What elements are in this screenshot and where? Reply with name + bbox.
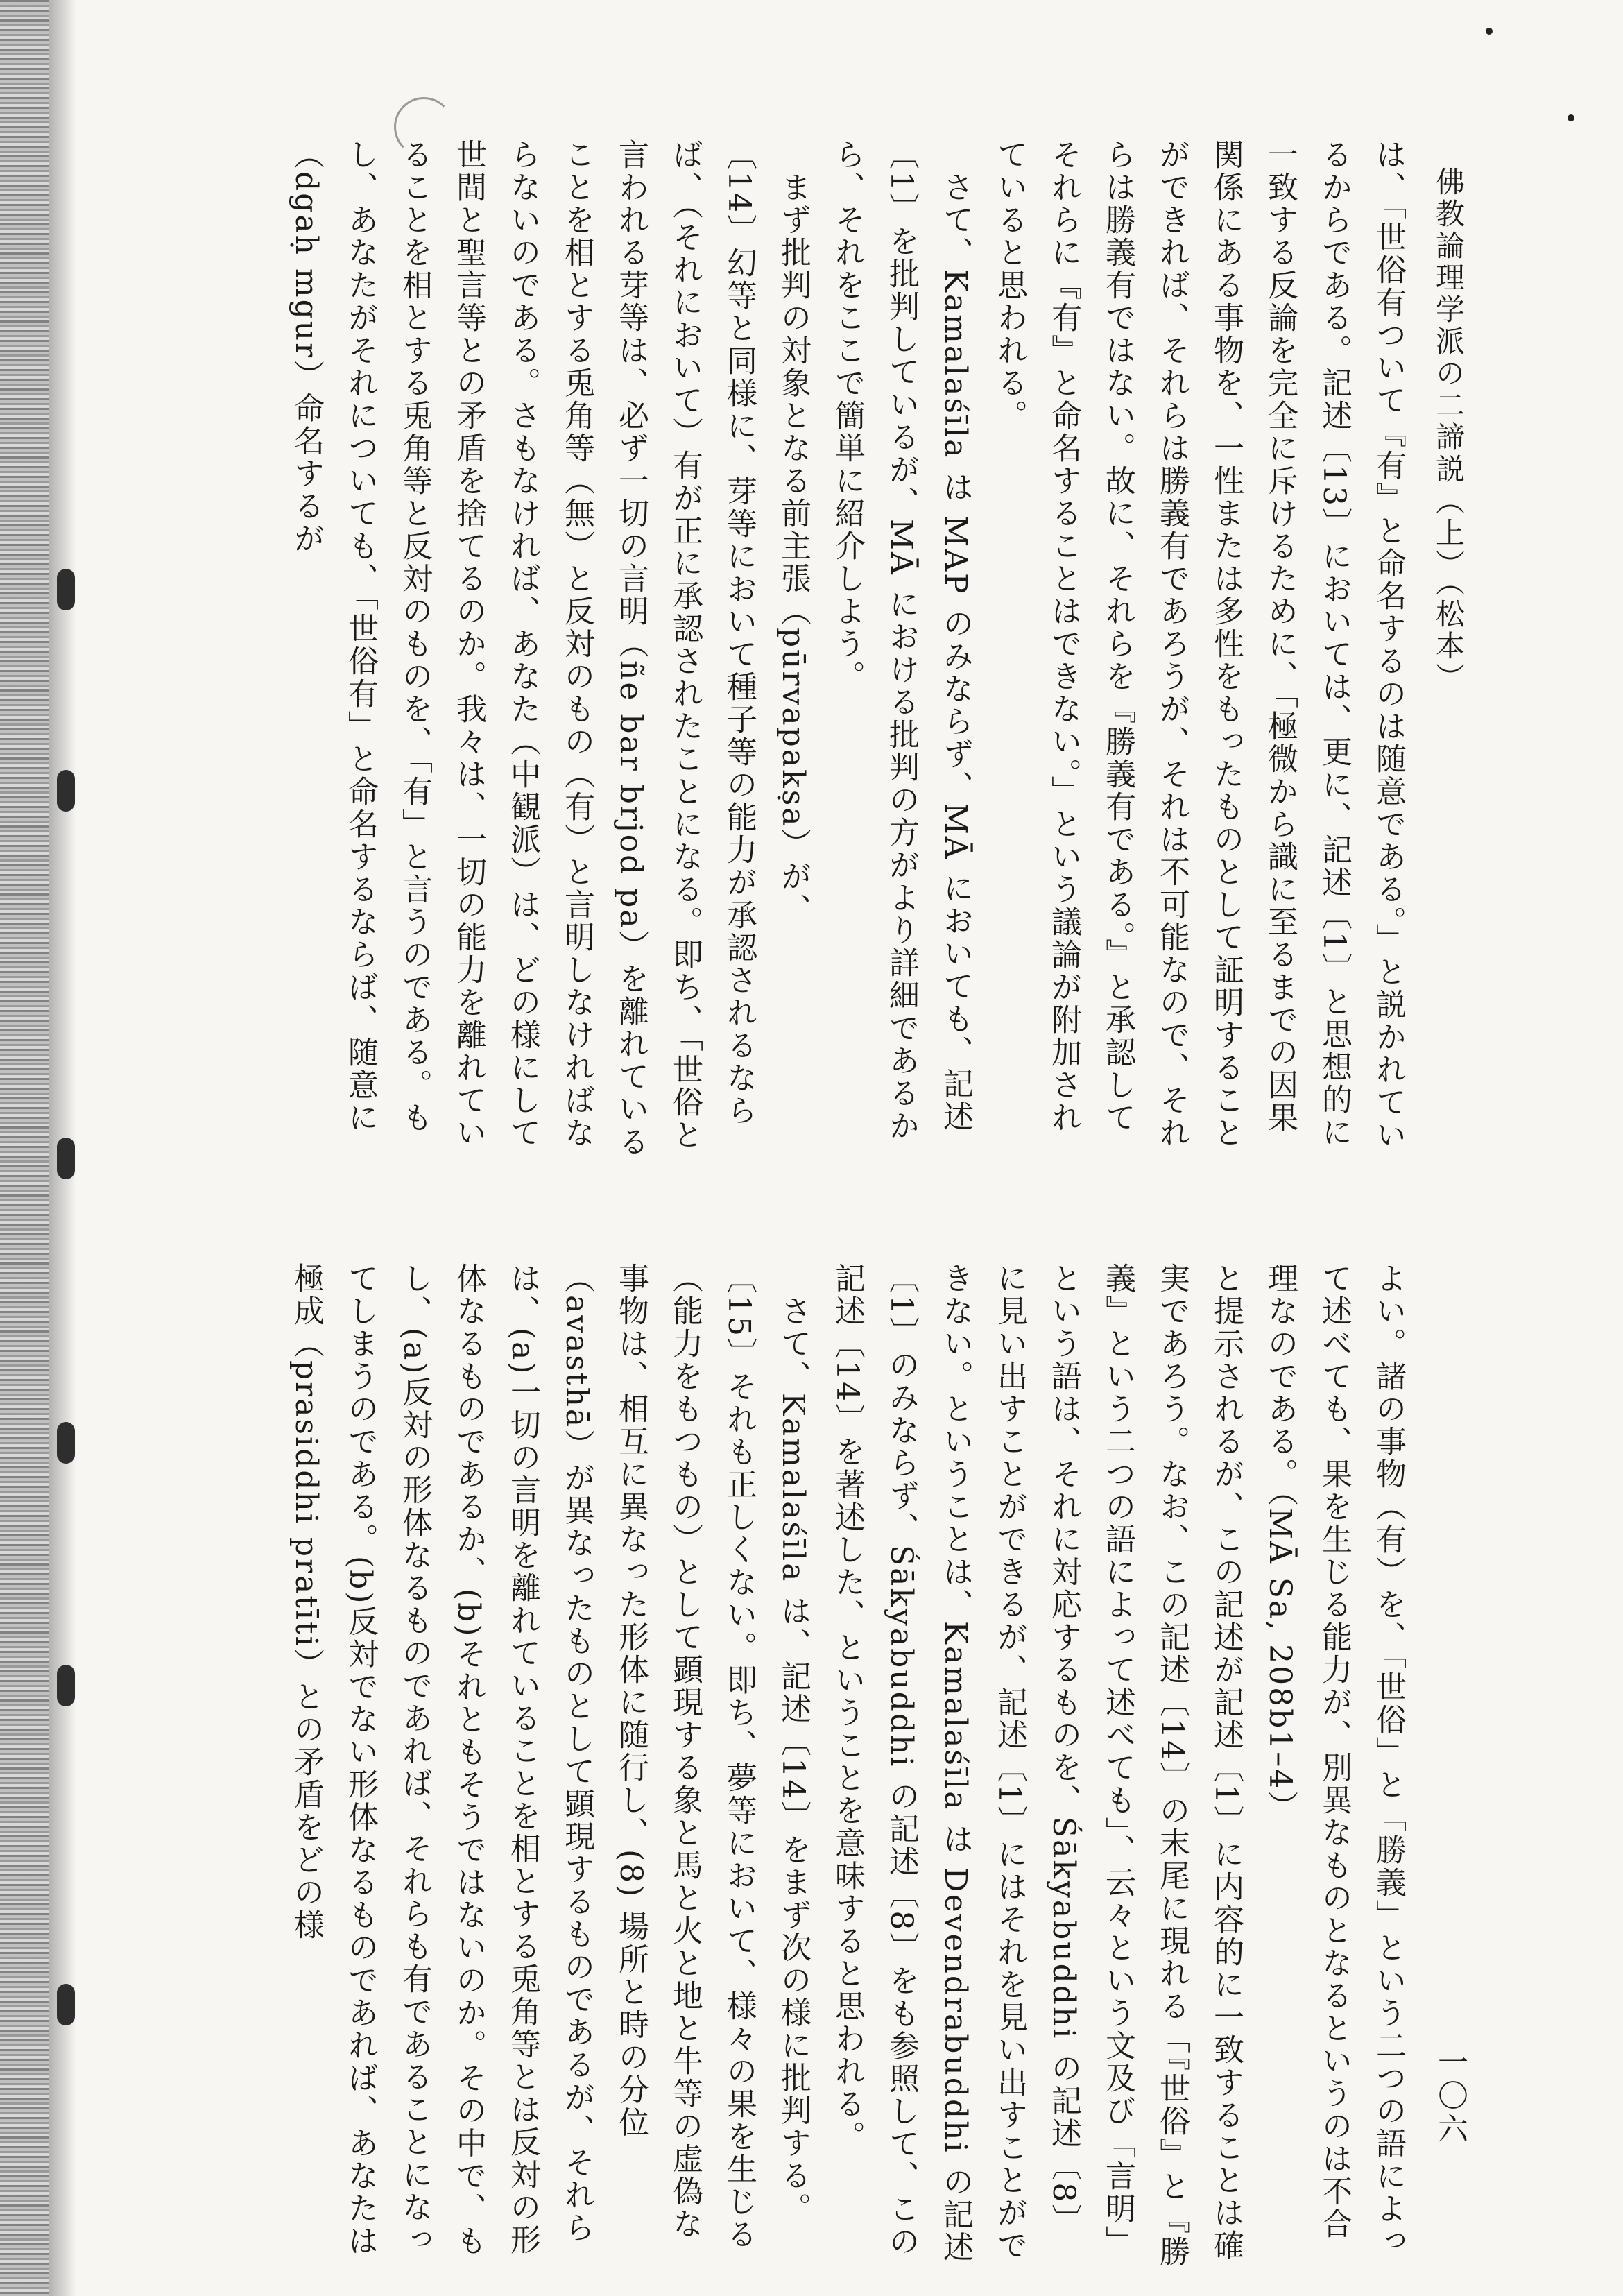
punch-hole (57, 569, 75, 610)
text-column-top: は、「世俗有ついて『有』と命名するのは随意である。」と説かれているからである。記述〔13〕においては、更に、記述〔1〕と思想的に一致する反論を完全に斥けるために、「極微から識に至るまでの因果関係にある事物を、一性または多性をもったものとして証明することができれば、それらは勝義有であろうが、それは不可能なので、それらは勝義有ではない。故に、それらを『勝義有である。』と承認してそれらに『有』と命名することはできない。」という議論が附加されていると思われる。 さて、Kamalaśīla は MAP のみならず、MĀ においても、記述〔1〕を批判しているが、MĀ における批判の方がより詳細であるから、それをここで簡単に紹介しよう。 まず批判の対象となる前主張（pūrvapakṣa）が、 〔14〕幻等と同様に、芽等において種子等の能力が承認されるならば、（それにおいて）有が正に承認されたことになる。即ち、「世俗と言われる芽等は、必ず一切の言明（ñe bar brjod pa）を離れていることを相とする兎角等（無）と反対のもの（有）と言明しなければならないのである。さもなければ、あなた（中観派）は、どの様にして世間と聖言等との矛盾を捨てるのか。我々は、一切の能力を離れていることを相とする兎角等と反対のものを、「有」と言うのである。もし、あなたがそれについても、「世俗有」と命名するならば、随意に（dgaḥ mgur）命名するが (289, 139, 1406, 1158)
running-title: 佛教論理学派の二諦説（上）（松本） (1432, 166, 1466, 694)
punch-hole (57, 1422, 75, 1464)
punch-hole (57, 770, 75, 812)
text-column-bottom: よい。諸の事物（有）を、「世俗」と「勝義」という二つの語によって述べても、果を生じる能力が、別異なものとなるというのは不合理なのである。（MĀ Sa, 208b1–4） と提示されるが、この記述が記述〔1〕に内容的に一致することは確実であろう。なお、この記述〔14〕の末尾に現れる「『世俗』と『勝義』という二つの語によって述べても」、云々という文及び「言明」という語は、それに対応するものを、Śākyabuddhi の記述〔8〕に見い出すことができるが、記述〔1〕にはそれを見い出すことができない。ということは、Kamalaśīla は Devendrabuddhi の記述〔1〕のみならず、Śākyabuddhi の記述〔8〕をも参照して、この記述〔14〕を著述した、ということを意味すると思われる。 さて、Kamalaśīla は、記述〔14〕をまず次の様に批判する。 〔15〕それも正しくない。即ち、夢等において、様々の果を生じる（能力をもつもの）として顕現する象と馬と火と地と牛等の虚偽な事物は、相互に異なった形体に随行し、(8) 場所と時の分位（avasthā）が異なったものとして顕現するものであるが、それらは、(a)一切の言明を離れていることを相とする兎角等とは反対の形体なるものであるか、(b)それともそうではないのか。その中で、もし、(a)反対の形体なるものであれば、それらも有であることになってしまうのである。(b)反対でない形体なるものであれば、あなたは極成（prasiddhi pratīti）との矛盾をどの様 (289, 1262, 1406, 2268)
speck-mark (1568, 114, 1574, 121)
punch-hole (57, 1138, 75, 1179)
page-number: 一〇六 (1432, 2046, 1468, 2146)
speck-mark (1486, 28, 1493, 35)
punch-hole (57, 1665, 75, 1706)
punch-hole (57, 1984, 75, 2025)
scan-binding-edge (0, 0, 49, 2296)
